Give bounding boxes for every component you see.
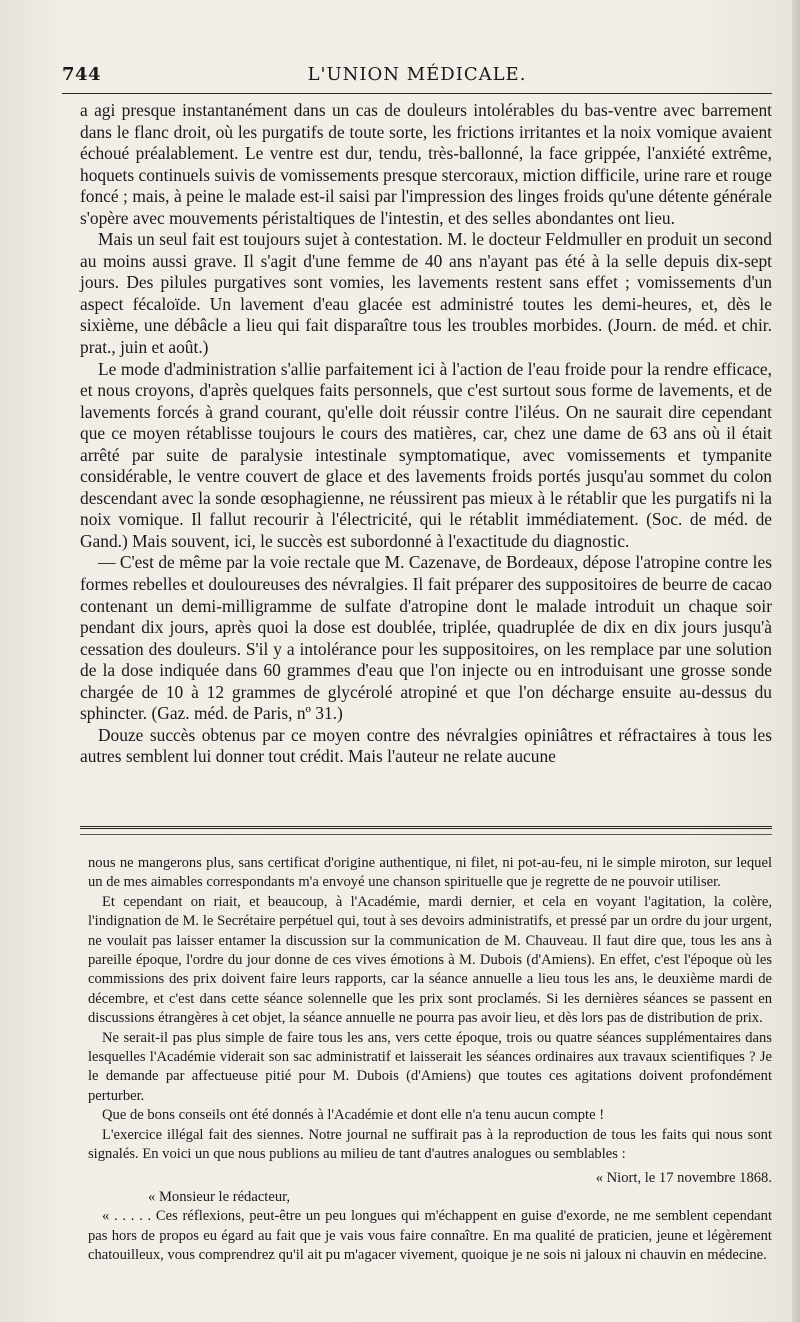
paragraph: Que de bons conseils ont été donnés à l'Académie et dont elle n'a tenu aucun compte ! bbox=[102, 1107, 605, 1124]
main-text bbox=[80, 100, 772, 768]
paragraph: Ne serait-il pas plus simple de faire tous les ans, vers cette époque, trois ou quatre séances supplémentaires dans lesquelles l'Académie viderait son sac administratif et laisserait les séances ordinaires aux travaux scientifiques ? Je le demande par affectueuse pitié pour M. Dubois (d'Amiens) que toutes ces agitations doivent profondément perturber. bbox=[88, 1029, 772, 1104]
page-number: 744 bbox=[62, 64, 102, 85]
letter-body: « . . . . . Ces réflexions, peut-être un peu longues qui m'échappent en guise d'exorde, ne me semblent cependant pas hors de propos eu égard au fait que je vais vous faire connaître. En ma qualité de praticien, jeune et légèrement chatouilleux, vous comprendrez qu'il ait pu m'agacer vivement, quoique je ne sois ni jaloux ni chauvin en médecine. bbox=[88, 1208, 772, 1264]
header-rule bbox=[62, 93, 772, 94]
paragraph: L'exercice illégal fait des siennes. Notre journal ne suffirait pas à la reproduction de tous les faits qui nous sont signalés. En voici un que nous publions au milieu de tant d'autres analogues ou semblables : bbox=[88, 1126, 772, 1163]
letter-salutation: « Monsieur le rédacteur, bbox=[148, 1188, 291, 1205]
feuilleton-text bbox=[88, 854, 772, 1266]
letter-dateline: « Niort, le 17 novembre 1868. bbox=[595, 1169, 772, 1186]
paragraph: Douze succès obtenus par ce moyen contre des névralgies opiniâtres et réfractaires à tous les autres semblent lui donner tout crédit. Mais l'auteur ne relate aucune bbox=[80, 724, 772, 767]
paragraph: a agi presque instantanément dans un cas de douleurs intolérables du bas-ventre avec barrement dans le flanc droit, où les purgatifs de toute sorte, les frictions irritantes et la noix vomique avaient échoué préalablement. Le ventre est dur, tendu, très-ballonné, la face grippée, l'anxiété extrême, hoquets continuels suivis de vomissements presque stercoraux, miction difficile, urine rare et rouge foncé ; mais, à peine le malade est-il saisi par l'impression des linges froids qu'une détente générale s'opère avec mouvements péristaltiques de l'intestin, et des selles abondantes ont lieu. bbox=[80, 100, 772, 228]
paragraph: — C'est de même par la voie rectale que M. Cazenave, de Bordeaux, dépose l'atropine contre les formes rebelles et douloureuses des névralgies. Il fait préparer des suppositoires de beurre de cacao contenant un demi-milligramme de sulfate d'atropine dont le malade introduit un chaque soir pendant dix jours, après quoi la dose est doublée, triplée, quadruplée de dix en dix jours jusqu'à cessation des douleurs. S'il y a intolérance pour les suppositoires, on les remplace par une solution de la dose indiquée dans 60 grammes d'eau que l'on injecte ou en introduisant une grosse sonde chargée de 10 à 12 grammes de glycérolé atropiné et que l'on décharge ensuite au-dessus du sphincter. (Gaz. méd. de Paris, nº 31.) bbox=[80, 552, 772, 724]
feuilleton-separator-thin bbox=[80, 834, 772, 835]
page-header bbox=[62, 64, 772, 90]
page-edge-shadow bbox=[792, 0, 800, 1322]
paragraph: Et cependant on riait, et beaucoup, à l'Académie, mardi dernier, et cela en voyant l'agitation, la colère, l'indignation de M. le Secrétaire perpétuel qui, tout à ses devoirs administratifs, et pressé par un ordre du jour urgent, ne voulait pas laisser entamer la discussion sur la communication de M. Chauveau. Il faut dire que, tous les ans à pareille époque, l'ordre du jour donne de ces vives émotions à M. Dubois (d'Amiens). En effet, c'est l'époque où les commissions des prix doivent faire leurs rapports, car la séance annuelle a lieu tous les ans, le deuxième mardi de décembre, et c'est dans cette séance solennelle que les prix sont proclamés. Si les dernières séances se passent en discussions étrangères à cet objet, la séance annuelle ne pourra pas avoir lieu, et dès lors pas de distribution de prix. bbox=[88, 893, 772, 1027]
paragraph: Le mode d'administration s'allie parfaitement ici à l'action de l'eau froide pour la rendre efficace, et nous croyons, d'après quelques faits personnels, que c'est surtout sous forme de lavements, et de lavements forcés à grand courant, qu'elle doit réussir contre l'iléus. On ne saurait dire cependant que ce moyen rétablisse toujours le cours des matières, car, chez une dame de 63 ans où il était arrêté par suite de paralysie intestinale symptomatique, avec vomissements et tympanite considérable, le ventre couvert de glace et des lavements froids portés jusqu'au sommet du colon descendant avec la sonde œsophagienne, ne réussirent pas mieux à le rétablir que les purgatifs ni la noix vomique. Il fallut recourir à l'électricité, qui le rétablit immédiatement. (Soc. de méd. de Gand.) Mais souvent, ici, le succès est subordonné à l'exactitude du diagnostic. bbox=[80, 358, 772, 551]
paragraph: Mais un seul fait est toujours sujet à contestation. M. le docteur Feldmuller en produit un second au moins aussi grave. Il s'agit d'une femme de 40 ans n'ayant pas été à la selle depuis dix-sept jours. Des pilules purgatives sont vomies, les lavements restent sans effet ; vomissements d'un aspect fécaloïde. Un lavement d'eau glacée est administré toutes les demi-heures, et, dès le sixième, une débâcle a lieu qui fait disparaître tous les troubles morbides. (Journ. de méd. et chir. prat., juin et août.) bbox=[80, 229, 772, 358]
feuilleton-separator bbox=[80, 826, 772, 829]
running-title: L'UNION MÉDICALE. bbox=[307, 64, 527, 85]
paragraph: nous ne mangerons plus, sans certificat d'origine authentique, ni filet, ni pot-au-feu, ni le simple miroton, sur lequel un de mes aimables correspondants m'a envoyé une chanson spirituelle que je regrette de ne pouvoir utiliser. bbox=[88, 855, 772, 891]
